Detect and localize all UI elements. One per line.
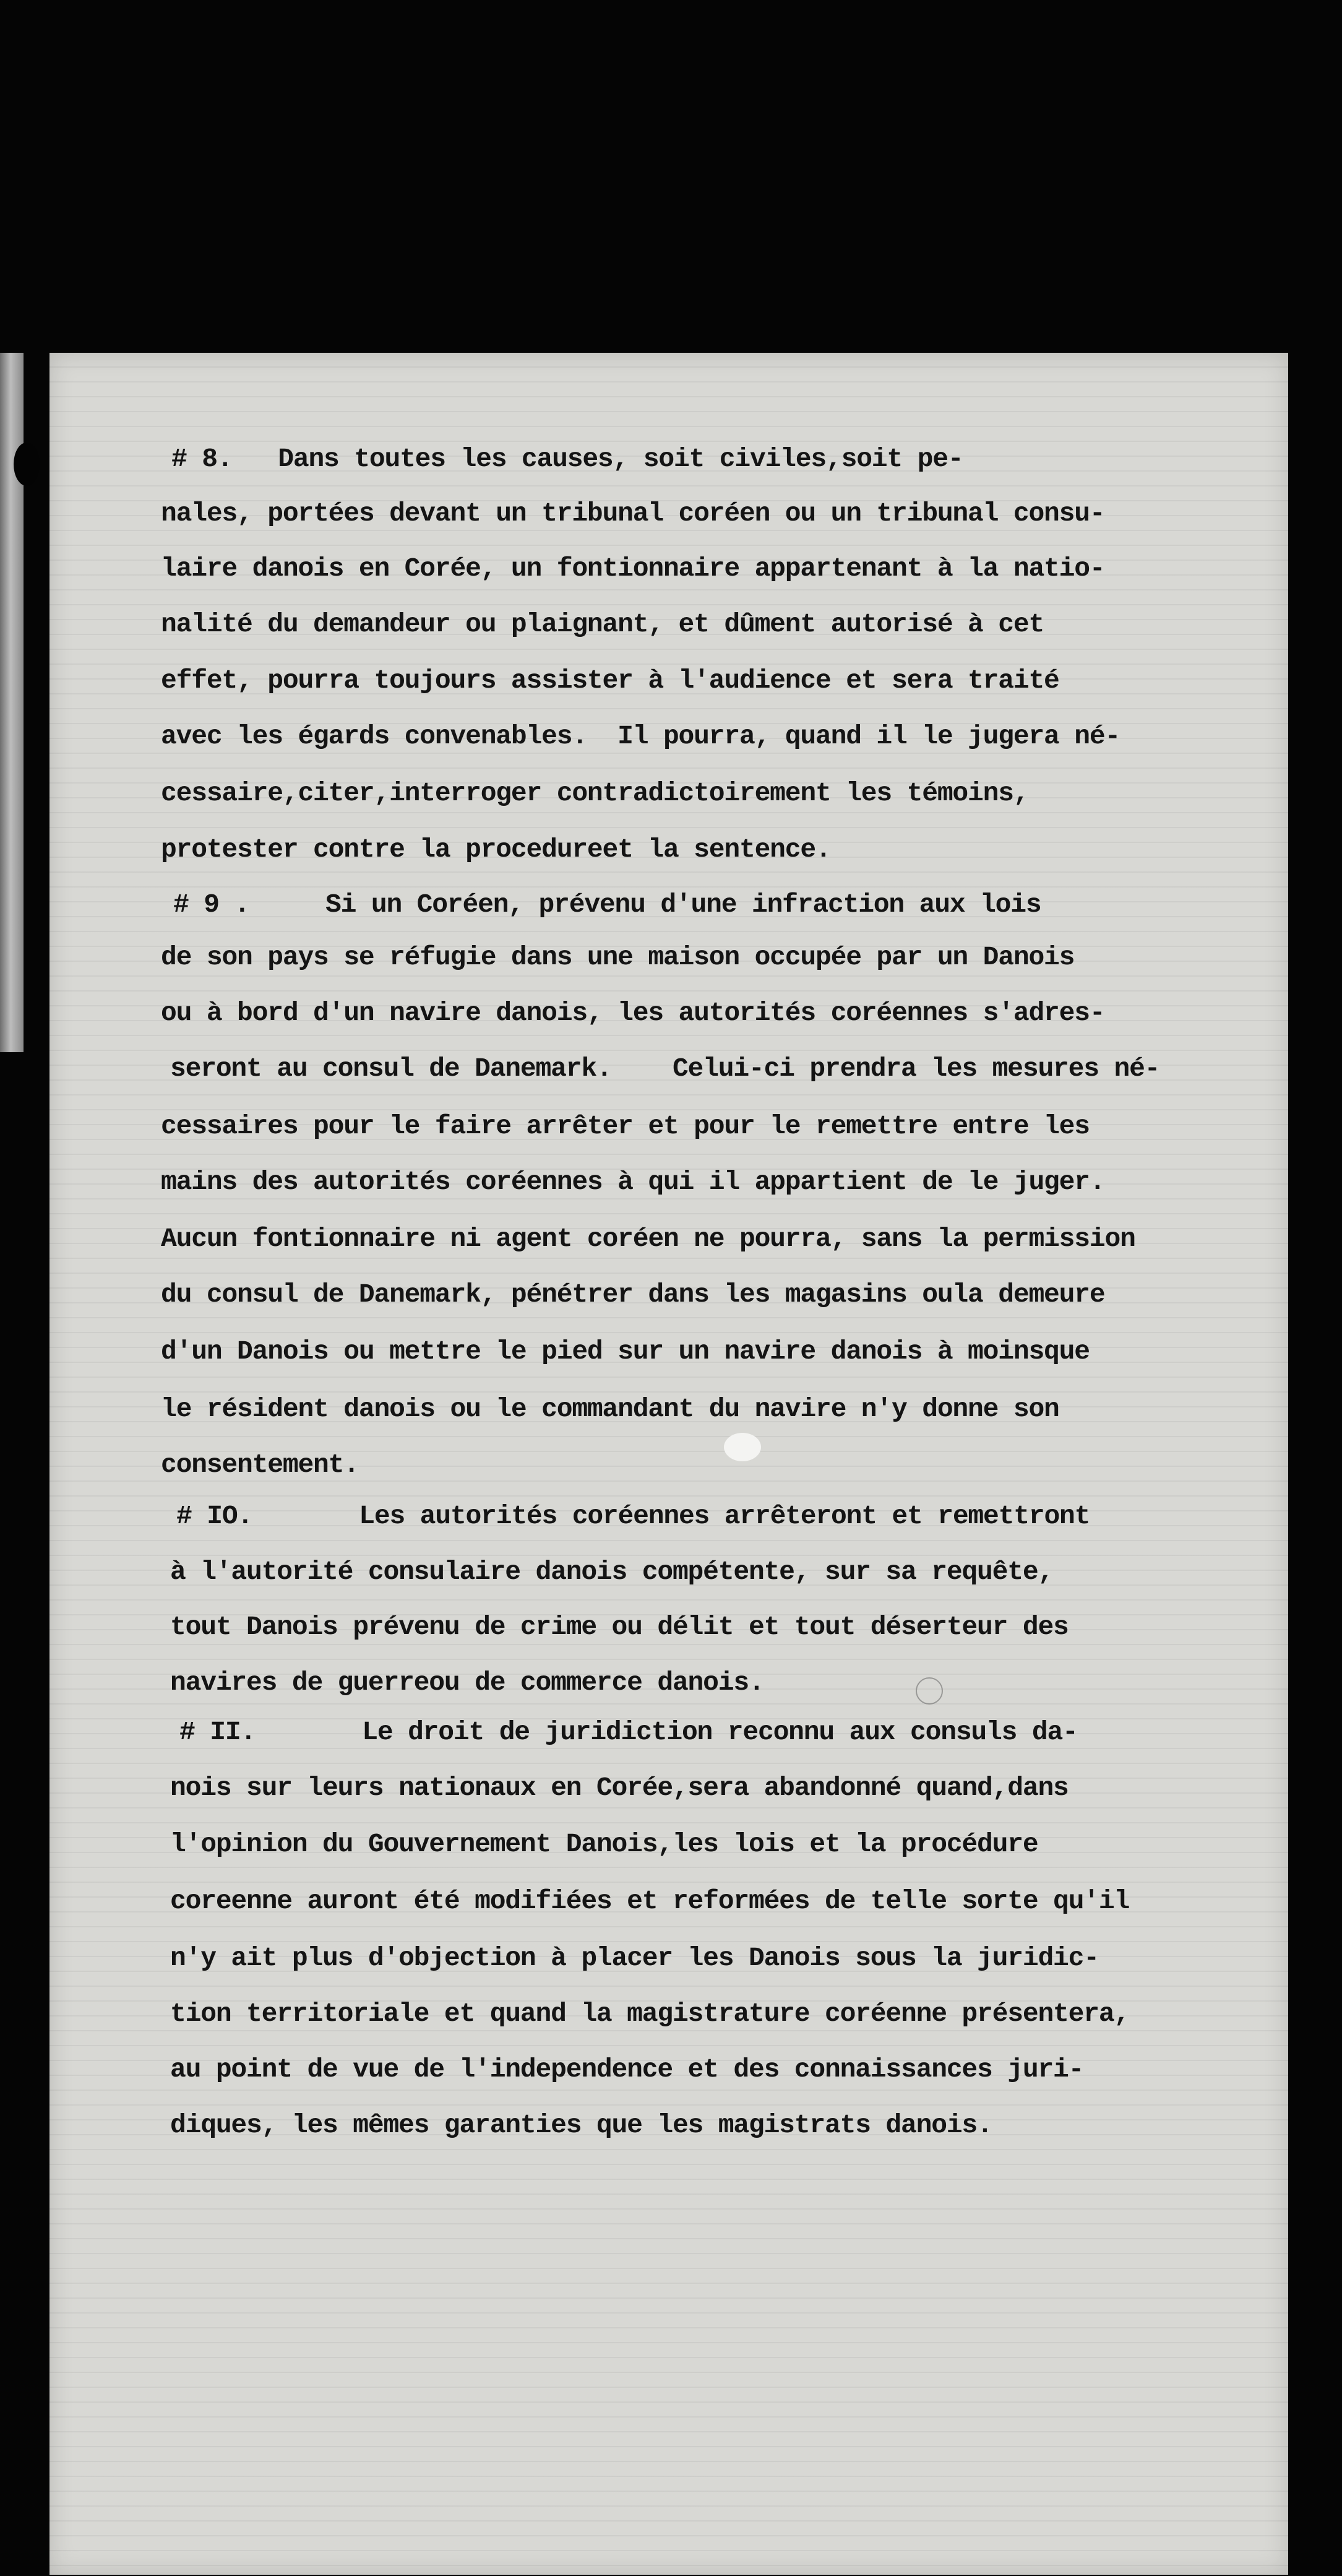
text-line: # IO. Les autorités coréennes arrêteront et remettront bbox=[176, 1501, 1090, 1531]
text-line: consentement. bbox=[161, 1450, 359, 1480]
text-line: nales, portées devant un tribunal coréen ou un tribunal consu- bbox=[161, 498, 1105, 529]
text-line: cessaires pour le faire arrêter et pour le remettre entre les bbox=[161, 1111, 1090, 1141]
text-line: avec les égards convenables. Il pourra, quand il le jugera né- bbox=[161, 721, 1120, 751]
text-line: mains des autorités coréennes à qui il appartient de le juger. bbox=[161, 1167, 1105, 1197]
text-line: laire danois en Corée, un fontionnaire appartenant à la natio- bbox=[161, 553, 1105, 584]
text-line: # II. Le droit de juridiction reconnu aux consuls da- bbox=[179, 1717, 1078, 1747]
text-line: l'opinion du Gouvernement Danois,les lois et la procédure bbox=[170, 1829, 1038, 1859]
page-text bbox=[49, 353, 1288, 2575]
text-line: nalité du demandeur ou plaignant, et dûment autorisé à cet bbox=[161, 609, 1044, 639]
text-line: # 9 . Si un Coréen, prévenu d'une infraction aux lois bbox=[173, 889, 1041, 920]
text-line: coreenne auront été modifiées et reformées de telle sorte qu'il bbox=[170, 1886, 1130, 1916]
text-line: tion territoriale et quand la magistrature coréenne présentera, bbox=[170, 1999, 1130, 2029]
text-line: cessaire,citer,interroger contradictoirement les témoins, bbox=[161, 778, 1029, 808]
text-line: le résident danois ou le commandant du navire n'y donne son bbox=[161, 1394, 1059, 1424]
text-line: # 8. Dans toutes les causes, soit civiles,soit pe- bbox=[171, 444, 963, 474]
text-line: Aucun fontionnaire ni agent coréen ne pourra, sans la permission bbox=[161, 1224, 1135, 1254]
text-line: au point de vue de l'independence et des connaissances juri- bbox=[170, 2054, 1084, 2085]
text-line: nois sur leurs nationaux en Corée,sera abandonné quand,dans bbox=[170, 1773, 1069, 1803]
text-line: seront au consul de Danemark. Celui-ci prendra les mesures né- bbox=[170, 1053, 1160, 1084]
text-line: d'un Danois ou mettre le pied sur un navire danois à moinsque bbox=[161, 1336, 1090, 1367]
text-line: diques, les mêmes garanties que les magistrats danois. bbox=[170, 2110, 992, 2140]
typewritten-page bbox=[49, 353, 1288, 2575]
text-line: du consul de Danemark, pénétrer dans les magasins oula demeure bbox=[161, 1279, 1105, 1310]
binding-hole bbox=[14, 443, 40, 486]
text-line: effet, pourra toujours assister à l'audience et sera traité bbox=[161, 665, 1059, 696]
text-line: protester contre la procedureet la sentence. bbox=[161, 834, 831, 865]
text-line: n'y ait plus d'objection à placer les Danois sous la juridic- bbox=[170, 1943, 1099, 1973]
text-line: à l'autorité consulaire danois compétente, sur sa requête, bbox=[170, 1557, 1054, 1587]
text-line: tout Danois prévenu de crime ou délit et tout déserteur des bbox=[170, 1612, 1069, 1642]
text-line: ou à bord d'un navire danois, les autorités coréennes s'adres- bbox=[161, 998, 1105, 1028]
text-line: de son pays se réfugie dans une maison occupée par un Danois bbox=[161, 942, 1075, 972]
text-line: navires de guerreou de commerce danois. bbox=[170, 1667, 764, 1698]
